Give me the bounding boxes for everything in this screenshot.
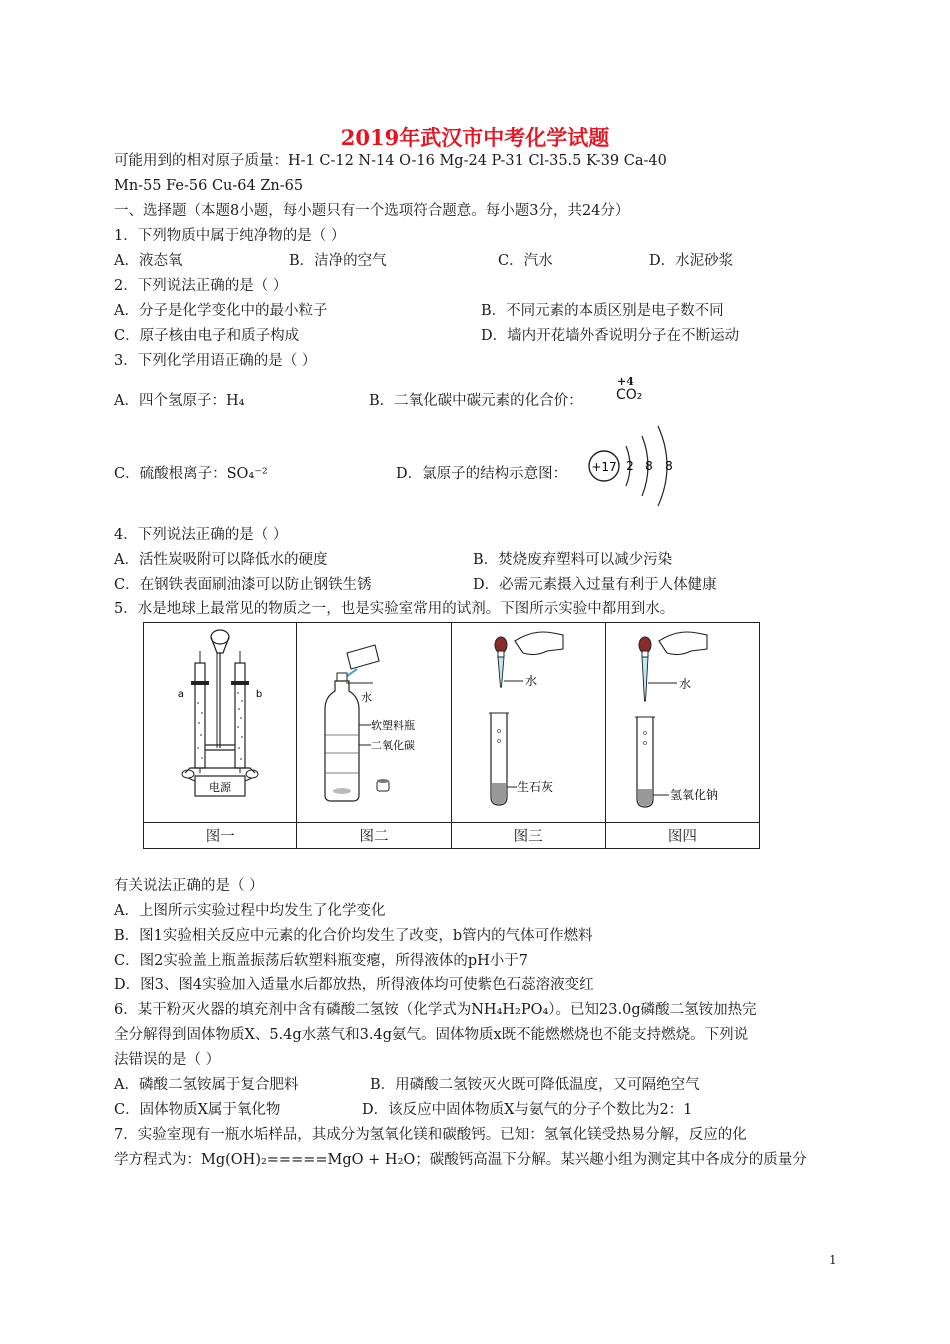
experiment-figure-table	[143, 622, 760, 849]
q1-option-a: A．液态氧	[114, 253, 183, 269]
q3-option-a: A．四个氢原子：H₄	[114, 393, 245, 409]
q6-option-a: A．磷酸二氢铵属于复合肥料	[114, 1077, 299, 1093]
svg-text:o: o	[643, 739, 648, 747]
q4-option-d: D．必需元素摄入过量有利于人体健康	[473, 577, 717, 593]
figure-2-caption: 图二	[297, 823, 451, 849]
nucleus-charge: +17	[591, 460, 617, 474]
q6-option-b: B．用磷酸二氢铵灭火既可降低温度，又可隔绝空气	[370, 1077, 700, 1093]
q3-option-b: B．二氧化碳中碳元素的化合价：	[369, 393, 583, 409]
q6-line-1: 6．某干粉灭火器的填充剂中含有磷酸二氢铵（化学式为NH₄H₂PO₄）。已知23.0g磷酸二氢铵加热完	[114, 1002, 757, 1018]
q1-option-b: B．洁净的空气	[289, 253, 387, 269]
figure-3-cell	[451, 623, 605, 823]
label-water-fig3: 水	[525, 674, 538, 688]
page-number: 1	[829, 1253, 837, 1267]
q3-option-d: D．氯原子的结构示意图：	[396, 466, 568, 482]
q1-stem: 1．下列物质中属于纯净物的是（ ）	[114, 228, 346, 244]
shell-3-electrons: 8	[665, 459, 673, 473]
q3-valence-mark: +4	[617, 375, 634, 388]
q6-line-3: 法错误的是（ ）	[114, 1052, 221, 1068]
figure-1-cell	[144, 623, 297, 823]
figure-2-plastic-bottle	[299, 623, 449, 818]
q4-stem: 4．下列说法正确的是（ ）	[114, 527, 288, 543]
q6-line-2: 全分解得到固体物质X、5.4g水蒸气和3.4g氨气。固体物质x既不能燃燃烧也不能支持燃烧。下列说	[114, 1027, 749, 1043]
shell-2-electrons: 8	[645, 459, 653, 473]
shell-1-electrons: 2	[626, 459, 634, 473]
figure-3-quicklime	[453, 623, 603, 818]
q2-option-a: A．分子是化学变化中的最小粒子	[114, 303, 328, 319]
label-quicklime: 生石灰	[517, 780, 554, 794]
figure-4-cell	[605, 623, 759, 823]
label-power: 电源	[209, 781, 232, 794]
label-tube-b: b	[256, 689, 263, 700]
q2-option-c: C．原子核由电子和质子构成	[114, 328, 300, 344]
chlorine-atom-diagram	[586, 418, 686, 518]
svg-text:o: o	[497, 737, 502, 745]
label-water-fig2: 水	[360, 691, 372, 704]
q6-option-c: C．固体物质X属于氧化物	[114, 1102, 281, 1118]
q5-option-b: B．图1实验相关反应中元素的化合价均发生了改变，b管内的气体可作燃料	[114, 928, 593, 944]
q1-option-d: D．水泥砂浆	[649, 253, 734, 269]
label-naoh: 氢氧化钠	[670, 788, 719, 802]
figure-4-sodium-hydroxide	[607, 623, 757, 818]
q2-option-d: D．墙内开花墙外香说明分子在不断运动	[481, 328, 740, 344]
q5-ask: 有关说法正确的是（ ）	[114, 878, 264, 894]
section-heading: 一、选择题（本题8小题，每小题只有一个选项符合题意。每小题3分，共24分）	[114, 203, 630, 219]
q3-co2-formula: CO₂	[616, 387, 643, 403]
q4-option-a: A．活性炭吸附可以降低水的硬度	[114, 552, 328, 568]
plastic-bottle	[325, 681, 359, 801]
q5-option-d: D．图3、图4实验加入适量水后都放热，所得液体均可使紫色石蕊溶液变红	[114, 977, 594, 993]
q6-option-d: D．该反应中固体物质X与氨气的分子个数比为2：1	[362, 1102, 693, 1118]
label-tube-a: a	[178, 689, 185, 700]
figure-1-electrolysis	[145, 623, 295, 818]
q2-option-b: B．不同元素的本质区别是电子数不同	[481, 303, 724, 319]
q2-stem: 2．下列说法正确的是（ ）	[114, 278, 288, 294]
q3-option-c: C．硫酸根离子：SO₄⁻²	[114, 466, 268, 482]
q4-option-c: C．在钢铁表面刷油漆可以防止钢铁生锈	[114, 577, 372, 593]
svg-text:o: o	[497, 727, 502, 735]
label-co2: 二氧化碳	[370, 739, 415, 752]
figure-2-cell	[297, 623, 451, 823]
svg-text:o: o	[643, 729, 648, 737]
q1-option-c: C．汽水	[498, 253, 553, 269]
q7-line-1: 7．实验室现有一瓶水垢样品，其成分为氢氧化镁和碳酸钙。已知：氢氧化镁受热易分解，反应的化	[114, 1127, 747, 1143]
q4-option-b: B．焚烧废弃塑料可以减少污染	[473, 552, 673, 568]
q7-line-2: 学方程式为：Mg(OH)₂=====MgO + H₂O；碳酸钙高温下分解。某兴趣小组为测定其中各成分的质量分	[114, 1152, 807, 1168]
q5-stem: 5．水是地球上最常见的物质之一，也是实验室常用的试剂。下图所示实验中都用到水。	[114, 601, 675, 617]
figure-1-caption: 图一	[144, 823, 297, 849]
q5-option-a: A．上图所示实验过程中均发生了化学变化	[114, 903, 386, 919]
label-water-fig4: 水	[679, 677, 692, 691]
label-soft-bottle: 软塑料瓶	[370, 719, 415, 732]
atomic-mass-line-1: 可能用到的相对原子质量：H-1 C-12 N-14 O-16 Mg-24 P-31 Cl-35.5 K-39 Ca-40	[114, 153, 667, 169]
atomic-mass-line-2: Mn-55 Fe-56 Cu-64 Zn-65	[114, 178, 304, 194]
q5-option-c: C．图2实验盖上瓶盖振荡后软塑料瓶变瘪，所得液体的pH小于7	[114, 953, 528, 969]
figure-3-caption: 图三	[451, 823, 605, 849]
q3-stem: 3．下列化学用语正确的是（ ）	[114, 353, 317, 369]
exam-title: 2019年武汉市中考化学试题	[340, 125, 610, 150]
figure-4-caption: 图四	[605, 823, 759, 849]
